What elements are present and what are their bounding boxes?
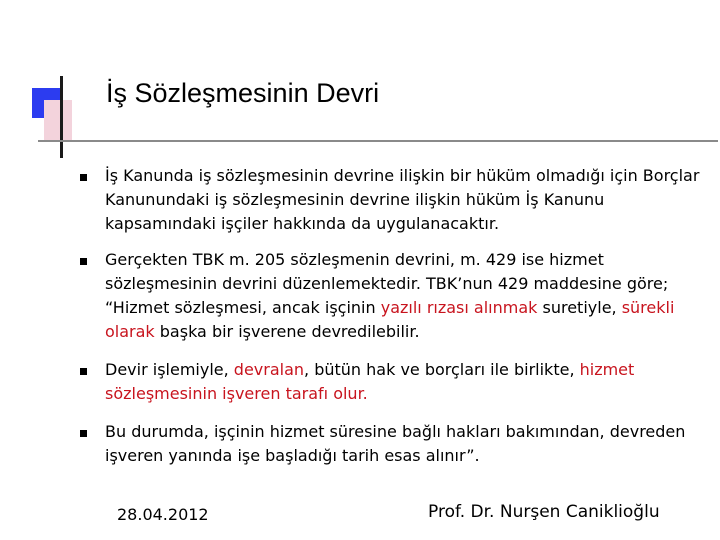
bullet-text-segment: İş Kanunda iş sözleşmesinin devrine ilişkin bir hüküm olmadığı için Borçlar Kanunundaki iş sözleşmesinin devrine ilişkin hüküm İş Kanunu kapsamındaki işçiler hakkında da uygulanacaktır. <box>105 166 700 233</box>
bullet-text-segment: Bu durumda, işçinin hizmet süresine bağlı hakları bakımından, devreden işveren yanında işe başladığı tarih esas alınır”. <box>105 422 686 465</box>
bullet-text-segment: Devir işlemiyle, <box>105 360 234 379</box>
slide-title: İş Sözleşmesinin Devri <box>106 78 380 108</box>
bullet-text <box>105 358 715 406</box>
title-underline <box>38 140 718 142</box>
highlighted-text-segment: devralan <box>233 360 305 379</box>
square-bullet-icon <box>80 430 87 437</box>
highlighted-text-segment: hizmet sözleşmesinin işveren tarafı olur. <box>105 360 635 403</box>
bullet-text <box>105 420 715 468</box>
square-bullet-icon <box>80 174 87 181</box>
decorative-vertical-line <box>60 76 63 158</box>
bullet-text-segment: Gerçekten TBK m. 205 sözleşmenin devrini, m. 429 ise hizmet sözleşmesinin devrini düzenlemektedir. TBK’nun 429 maddesine göre; “Hizmet sözleşmesi, ancak işçinin <box>105 250 669 317</box>
highlighted-text-segment: sürekli olarak <box>105 298 675 341</box>
footer-author: Prof. Dr. Nurşen Caniklioğlu <box>428 502 660 522</box>
square-bullet-icon <box>80 258 87 265</box>
bullet-text-segment: suretiyle, <box>537 298 622 317</box>
bullet-text-segment: başka bir işverene devredilebilir. <box>154 322 420 341</box>
highlighted-text-segment: yazılı rızası alınmak <box>380 298 538 317</box>
footer-date: 28.04.2012 <box>117 505 209 524</box>
bullet-text-segment: , bütün hak ve borçları ile birlikte, <box>304 360 580 379</box>
bullet-text <box>105 164 715 236</box>
decorative-pink-square <box>44 100 72 140</box>
bullet-text <box>105 248 715 344</box>
square-bullet-icon <box>80 368 87 375</box>
